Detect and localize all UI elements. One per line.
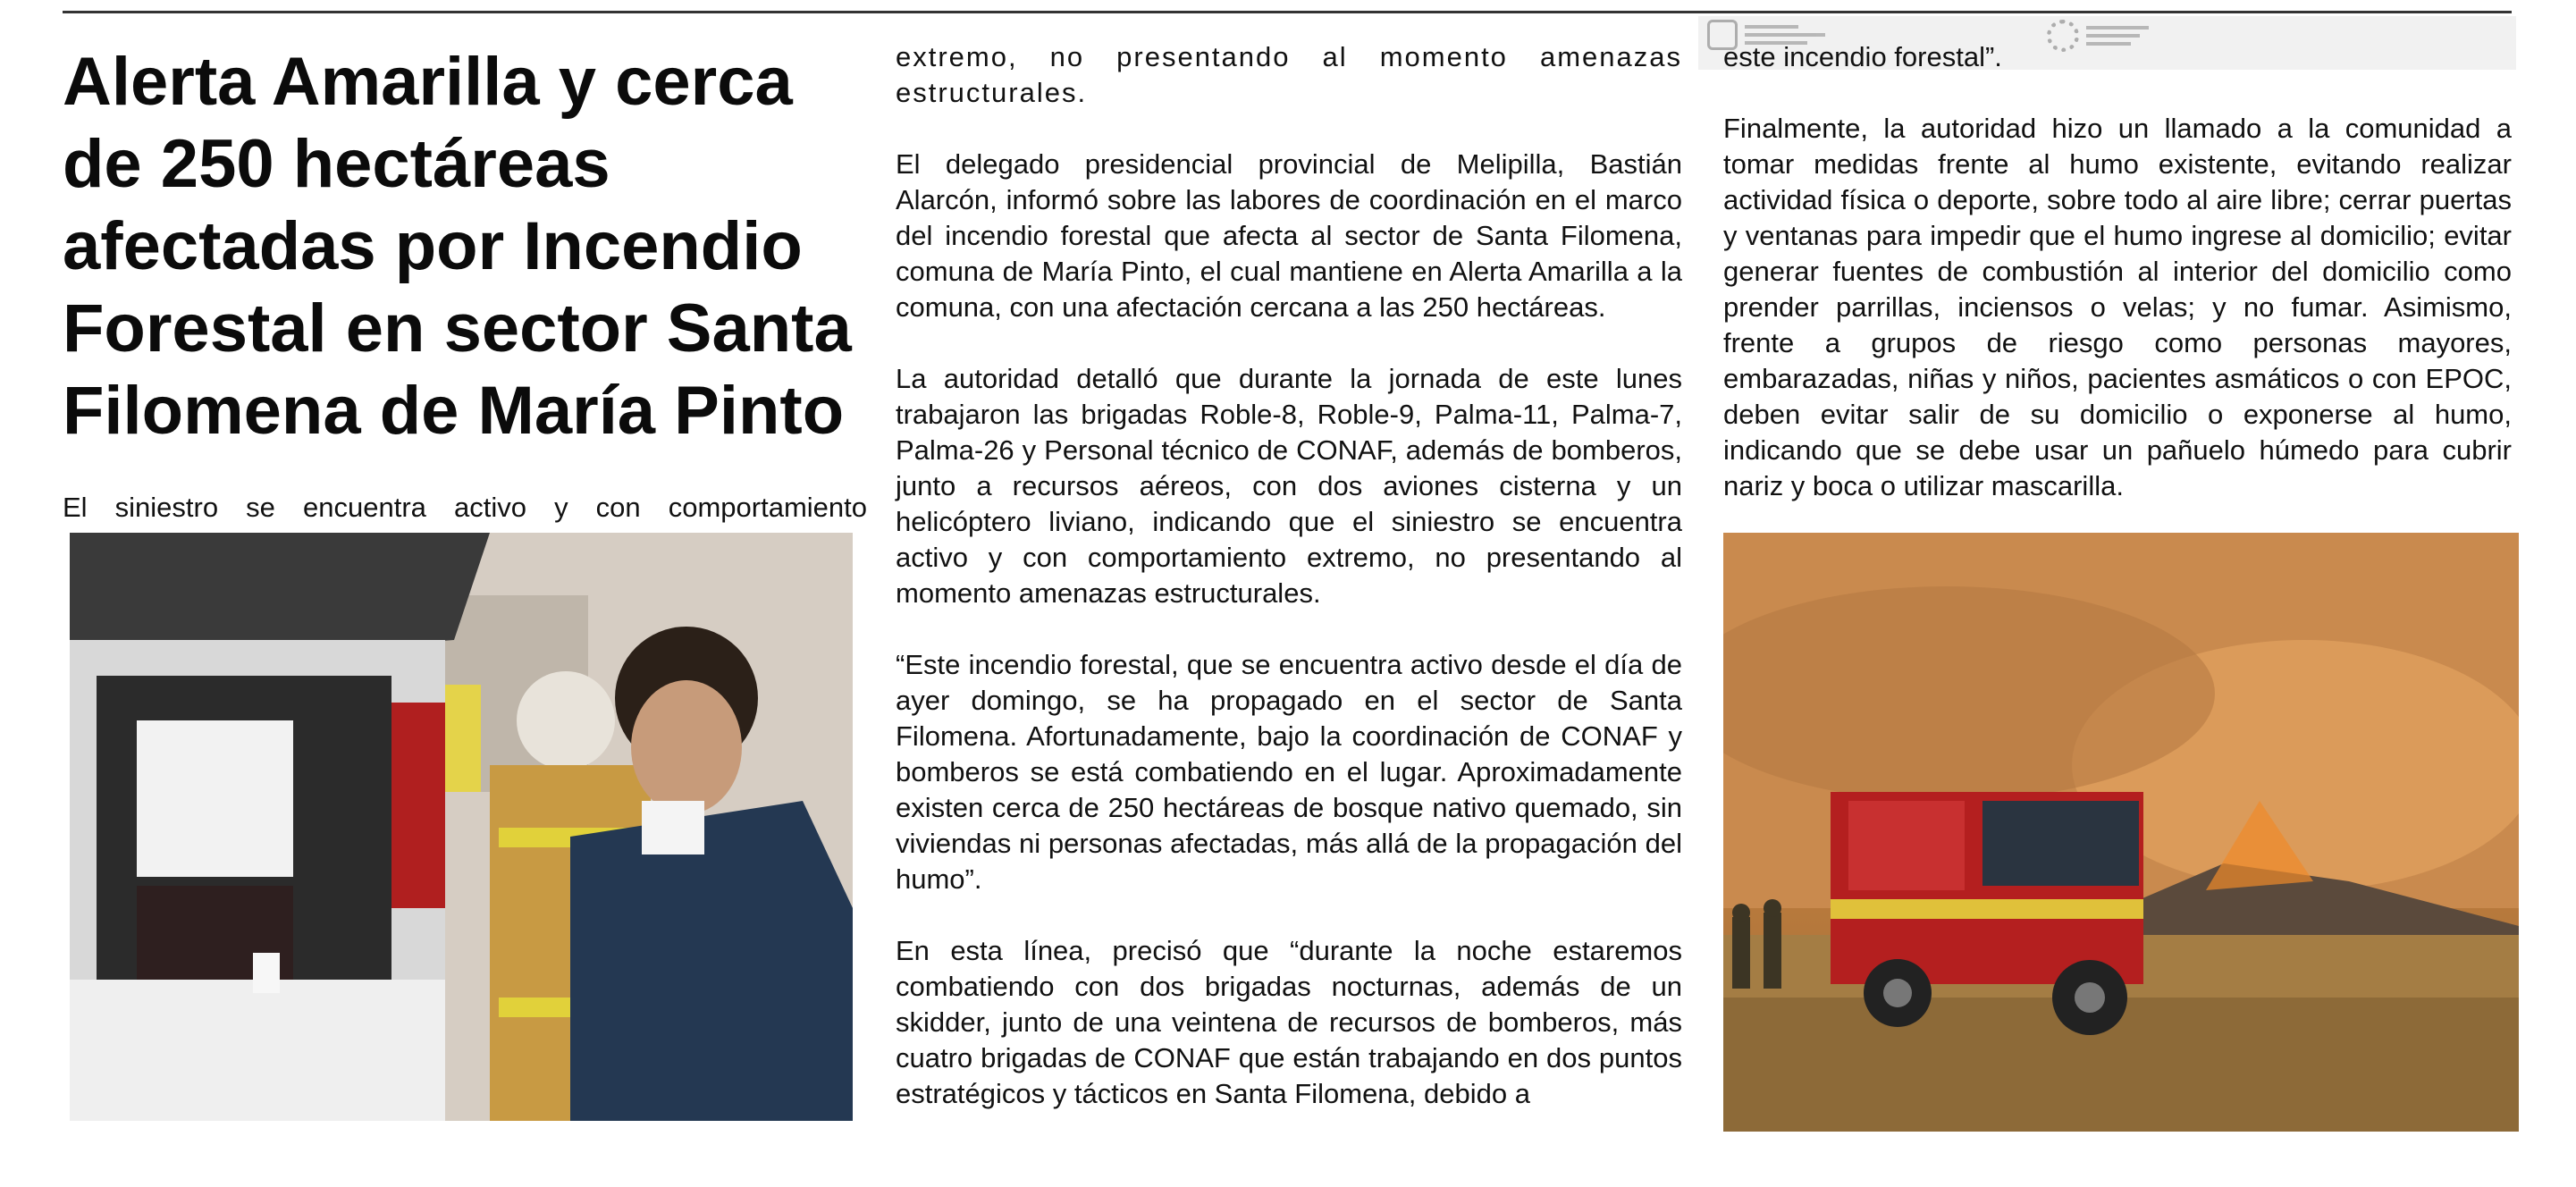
column-left [63, 39, 867, 526]
paragraph: este incendio forestal”. [1723, 41, 2002, 72]
column-middle [896, 39, 1682, 1148]
paragraph: La autoridad detalló que durante la jornada de este lunes trabajaron las brigadas Roble-8, Roble-9, Palma-11, Palma-7, Palma-26 y Personal técnico de CONAF, además de bomberos, junto a recursos aéreos, con dos aviones cisterna y un helicóptero liviano, indicando que el siniestro se encuentra activo y con comportamiento extremo, no presentando al momento amenazas estructurales. [896, 363, 1682, 609]
paragraph: En esta línea, precisó que “durante la noche estaremos combatiendo con dos brigadas nocturnas, además de un skidder, junto de una veintena de recursos de bomberos, más cuatro brigadas de CONAF que están trabajando en dos puntos estratégicos y tácticos en Santa Filomena, debido a [896, 935, 1682, 1109]
photo-fire-truck [1723, 533, 2519, 1132]
paragraph: “Este incendio forestal, que se encuentra activo desde el día de ayer domingo, se ha propagado en el sector de Santa Filomena. Afortunadamente, bajo la coordinación de CONAF y bomberos se está combatiendo en el lugar. Aproximadamente existen cerca de 250 hectáreas de bosque nativo quemado, sin viviendas ni personas afectadas, más allá de la propagación del humo”. [896, 649, 1682, 895]
column-right [1723, 39, 2512, 540]
paragraph: extremo, no presentando al momento amenazas estructurales. [896, 41, 1682, 108]
paragraph: Finalmente, la autoridad hizo un llamado a la comunidad a tomar medidas frente al humo existente, evitando realizar actividad física o deporte, sobre todo al aire libre; cerrar puertas y ventanas para impedir que el humo ingrese al domicilio; evitar generar fuentes de combustión al interior del domicilio como prender parrillas, inciensos o velas; y no fumar. Asimismo, frente a grupos de riesgo como personas mayores, embarazadas, niñas y niños, pacientes asmáticos o con EPOC, deben evitar salir de su domicilio o exponerse al humo, indicando que se debe usar un pañuelo húmedo para cubrir nariz y boca o utilizar mascarilla. [1723, 113, 2512, 501]
photo-delegate-with-firefighter [70, 533, 853, 1121]
top-rule [63, 11, 2512, 13]
lede: El siniestro se encuentra activo y con comportamiento [63, 492, 867, 523]
headline: Alerta Amarilla y cerca de 250 hectáreas afectadas por Incendio Forestal en sector Santa Filomena de María Pinto [63, 44, 852, 449]
paragraph: El delegado presidencial provincial de Melipilla, Bastián Alarcón, informó sobre las labores de coordinación en el marco del incendio forestal que afecta al sector de Santa Filomena, comuna de María Pinto, el cual mantiene en Alerta Amarilla a la comuna, con una afectación cercana a las 250 hectáreas. [896, 148, 1682, 323]
